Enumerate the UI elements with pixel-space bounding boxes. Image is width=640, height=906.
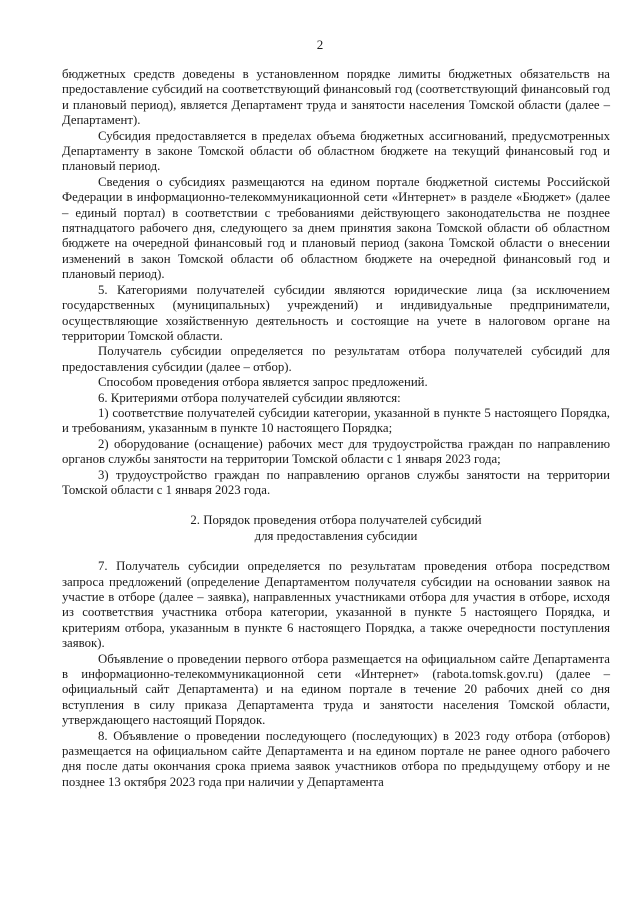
paragraph: 2) оборудование (оснащение) рабочих мест для трудоустройства граждан по направлению органов службы занятости на территории Томской области с 1 января 2023 года; — [62, 436, 610, 467]
paragraph: 8. Объявление о проведении последующего (последующих) в 2023 году отбора (отборов) размещается на официальном сайте Департамента и на едином портале не ранее одного рабочего дня после даты окончания срока приема заявок участников отбора по предыдущему отбору и не позднее 13 октября 2023 года при наличии у Департамента — [62, 728, 610, 789]
section-heading-line: 2. Порядок проведения отбора получателей субсидий — [190, 513, 482, 528]
paragraph: 3) трудоустройство граждан по направлению органов службы занятости на территории Томской области с 1 января 2023 года. — [62, 467, 610, 497]
section-heading — [62, 513, 610, 544]
document-body — [62, 67, 610, 790]
paragraph: 1) соответствие получателей субсидии категории, указанной в пункте 5 настоящего Порядка, и требованиям, указанным в пункте 10 настоящего Порядка; — [62, 405, 610, 436]
paragraph: бюджетных средств доведены в установленном порядке лимиты бюджетных обязательств на предоставление субсидий на соответствующий финансовый год (соответствующий финансовый год и плановый период), является Департамент труда и занятости населения Томской области (далее – Департамент). — [62, 67, 610, 128]
paragraph: Объявление о проведении первого отбора размещается на официальном сайте Департамента в информационно-телекоммуникационной сети «Интернет» (rabota.tomsk.gov.ru) (далее – официальный сайт Департамента) и на едином портале в течение 20 рабочих дней со дня вступления в силу приказа Департамента труда и занятости населения Томской области, утверждающего настоящий Порядок. — [62, 651, 610, 728]
page-number: 2 — [316, 37, 324, 52]
paragraph: Субсидия предоставляется в пределах объема бюджетных ассигнований, предусмотренных Департаменту в законе Томской области об областном бюджете на текущий финансовый год и плановый период. — [62, 128, 610, 174]
paragraph: 6. Критериями отбора получателей субсидии являются: — [98, 390, 401, 405]
paragraph: Получатель субсидии определяется по результатам отбора получателей субсидий для предоставления субсидии (далее – отбор). — [62, 344, 610, 374]
paragraph: Сведения о субсидиях размещаются на едином портале бюджетной системы Российской Федерации в информационно-телекоммуникационной сети «Интернет» в разделе «Бюджет» (далее – единый портал) в соответствии с требованиями действующего законодательства не позднее пятнадцатого рабочего дня, следующего за днем принятия закона Томской области об областном бюджете на очередной финансовый год и плановый период (закона Томской области о внесении изменений в закон Томской области об областном бюджете на очередной финансовый год и плановый период). — [62, 174, 610, 282]
section-heading-line: для предоставления субсидии — [254, 528, 418, 543]
paragraph: 7. Получатель субсидии определяется по результатам проведения отбора посредством запроса предложений (определение Департаментом получателя субсидии на основании заявок на участие в отборе (далее – заявка), направленных участниками отбора для участия в отборе, исходя из соответствия участника отбора категории, указанной в пункте 5 настоящего Порядка, и критериям отбора, указанным в пункте 6 настоящего Порядка, а также очередности поступления заявок). — [62, 559, 610, 651]
paragraph: Способом проведения отбора является запрос предложений. — [98, 375, 428, 390]
paragraph: 5. Категориями получателей субсидии являются юридические лица (за исключением государственных (муниципальных) учреждений) и индивидуальные предприниматели, осуществляющие хозяйственную деятельность и состоящие на учете в налоговом органе на территории Томской области. — [62, 282, 610, 343]
